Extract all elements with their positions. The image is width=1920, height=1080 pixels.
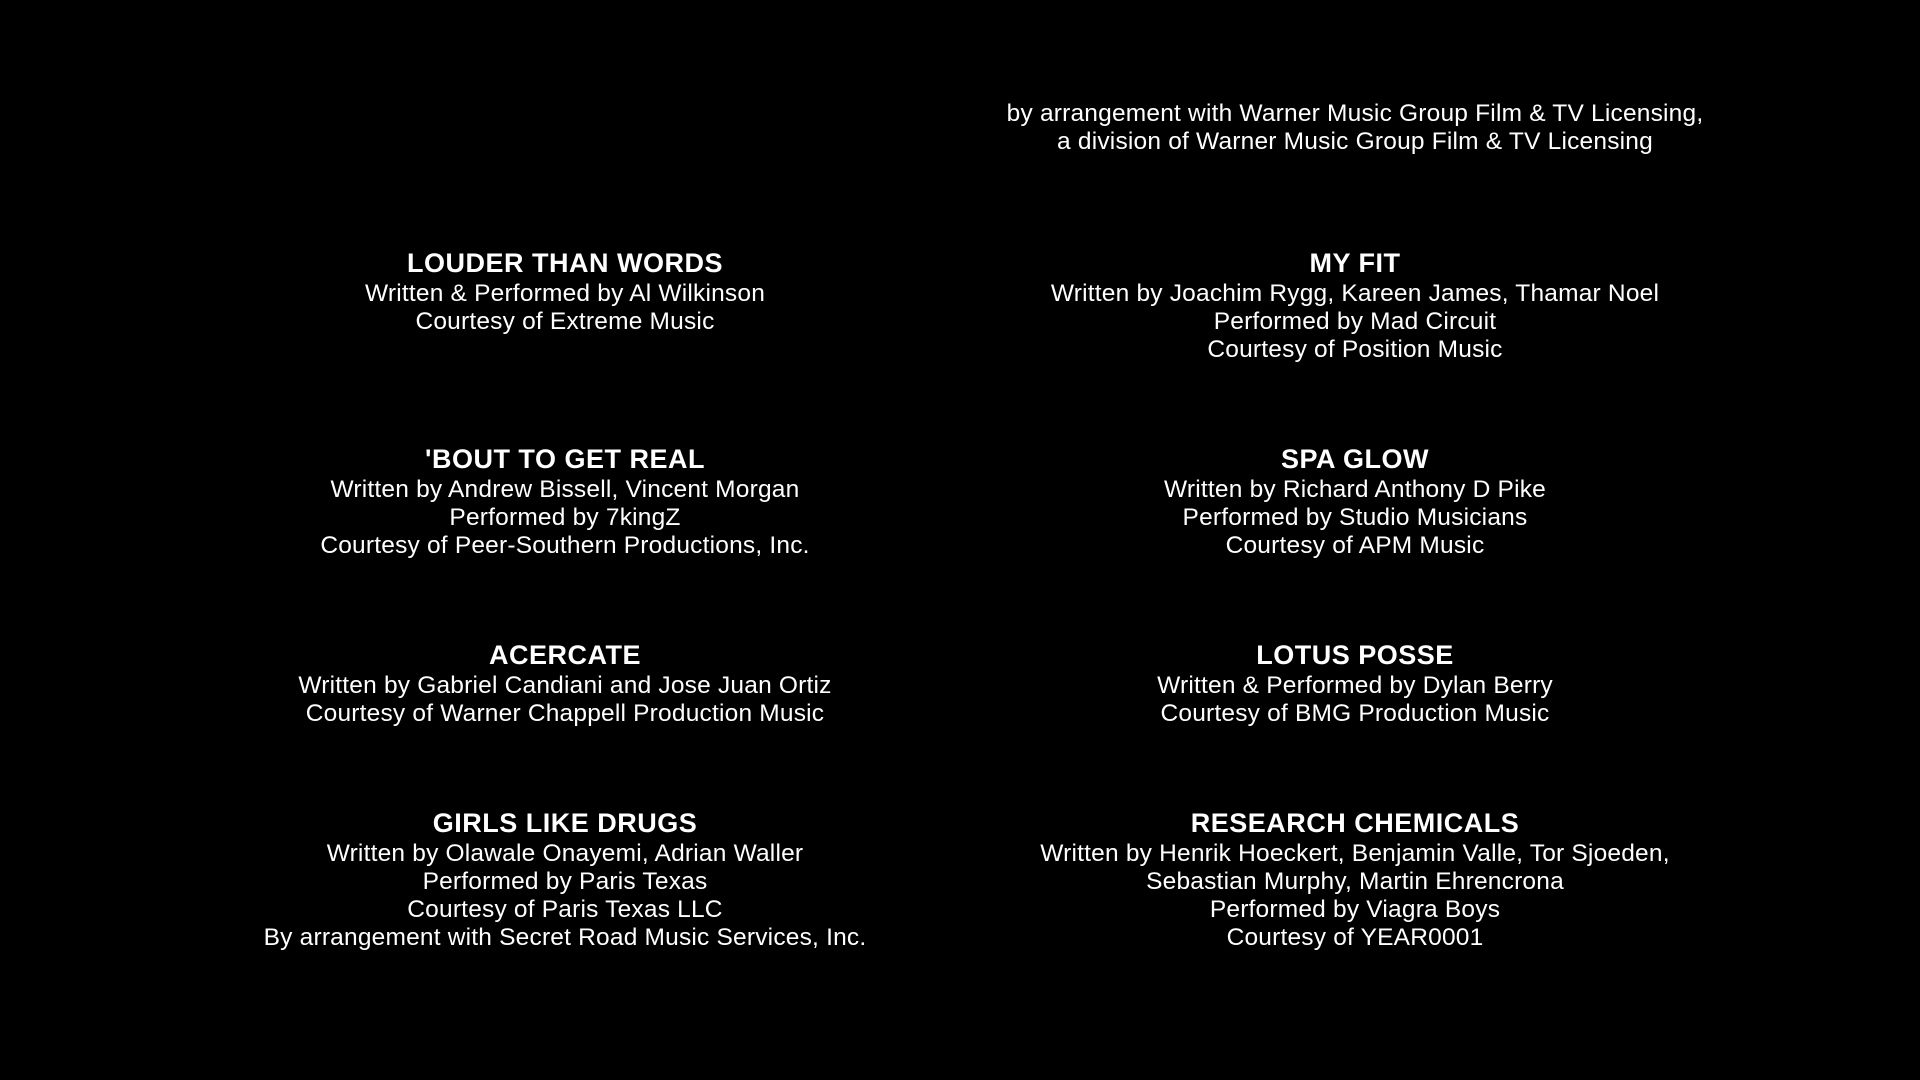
credit-block-louder-than-words xyxy=(365,246,765,336)
credit-line: By arrangement with Secret Road Music Services, Inc. xyxy=(263,924,867,951)
credit-line: Courtesy of BMG Production Music xyxy=(1160,700,1550,727)
credit-line: Courtesy of Position Music xyxy=(1207,336,1503,363)
song-title: GIRLS LIKE DRUGS xyxy=(432,808,698,838)
credits-roll xyxy=(0,100,1920,951)
credit-block-acercate xyxy=(298,638,831,728)
credit-line: Written by Joachim Rygg, Kareen James, Thamar Noel xyxy=(1050,280,1660,307)
song-title: MY FIT xyxy=(1309,248,1401,278)
credit-line: Written by Olawale Onayemi, Adrian Waller xyxy=(326,840,804,867)
credit-line: Performed by Paris Texas xyxy=(422,868,708,895)
credit-line: Courtesy of Paris Texas LLC xyxy=(407,896,723,923)
credit-fragment-top xyxy=(1007,100,1704,156)
credit-line: Performed by Studio Musicians xyxy=(1182,504,1528,531)
credit-line: Written by Andrew Bissell, Vincent Morgan xyxy=(330,476,800,503)
credit-line: a division of Warner Music Group Film & TV Licensing xyxy=(1057,128,1653,155)
credit-line: Courtesy of APM Music xyxy=(1225,532,1485,559)
credit-line: Written by Gabriel Candiani and Jose Juan Ortiz xyxy=(298,672,832,699)
credit-line: Written & Performed by Dylan Berry xyxy=(1157,672,1553,699)
song-title: LOUDER THAN WORDS xyxy=(407,248,723,278)
credit-line: Courtesy of Extreme Music xyxy=(415,308,715,335)
credit-block-lotus-posse xyxy=(1157,638,1553,728)
credit-line: Sebastian Murphy, Martin Ehrencrona xyxy=(1146,868,1564,895)
song-title: RESEARCH CHEMICALS xyxy=(1190,808,1520,838)
credit-line: Courtesy of Warner Chappell Production Music xyxy=(305,700,825,727)
credit-line: Courtesy of Peer-Southern Productions, Inc. xyxy=(320,532,810,559)
credit-line: Written & Performed by Al Wilkinson xyxy=(364,280,766,307)
credit-line: by arrangement with Warner Music Group Film & TV Licensing, xyxy=(1006,100,1704,127)
credit-block-bout-to-get-real xyxy=(320,442,809,560)
credit-line: Performed by Mad Circuit xyxy=(1213,308,1497,335)
song-title: LOTUS POSSE xyxy=(1256,640,1454,670)
credit-block-spa-glow xyxy=(1164,442,1546,560)
credit-block-research-chemicals xyxy=(1040,806,1669,952)
song-title: SPA GLOW xyxy=(1280,444,1429,474)
song-title: ACERCATE xyxy=(488,640,641,670)
song-title: 'BOUT TO GET REAL xyxy=(425,444,705,474)
credit-line: Written by Richard Anthony D Pike xyxy=(1164,476,1546,503)
credit-block-my-fit xyxy=(1051,246,1659,364)
credit-line: Performed by Viagra Boys xyxy=(1209,896,1501,923)
credit-line: Courtesy of YEAR0001 xyxy=(1226,924,1484,951)
credit-block-girls-like-drugs xyxy=(264,806,867,952)
credit-line: Written by Henrik Hoeckert, Benjamin Valle, Tor Sjoeden, xyxy=(1040,840,1670,867)
credit-line: Performed by 7kingZ xyxy=(449,504,681,531)
